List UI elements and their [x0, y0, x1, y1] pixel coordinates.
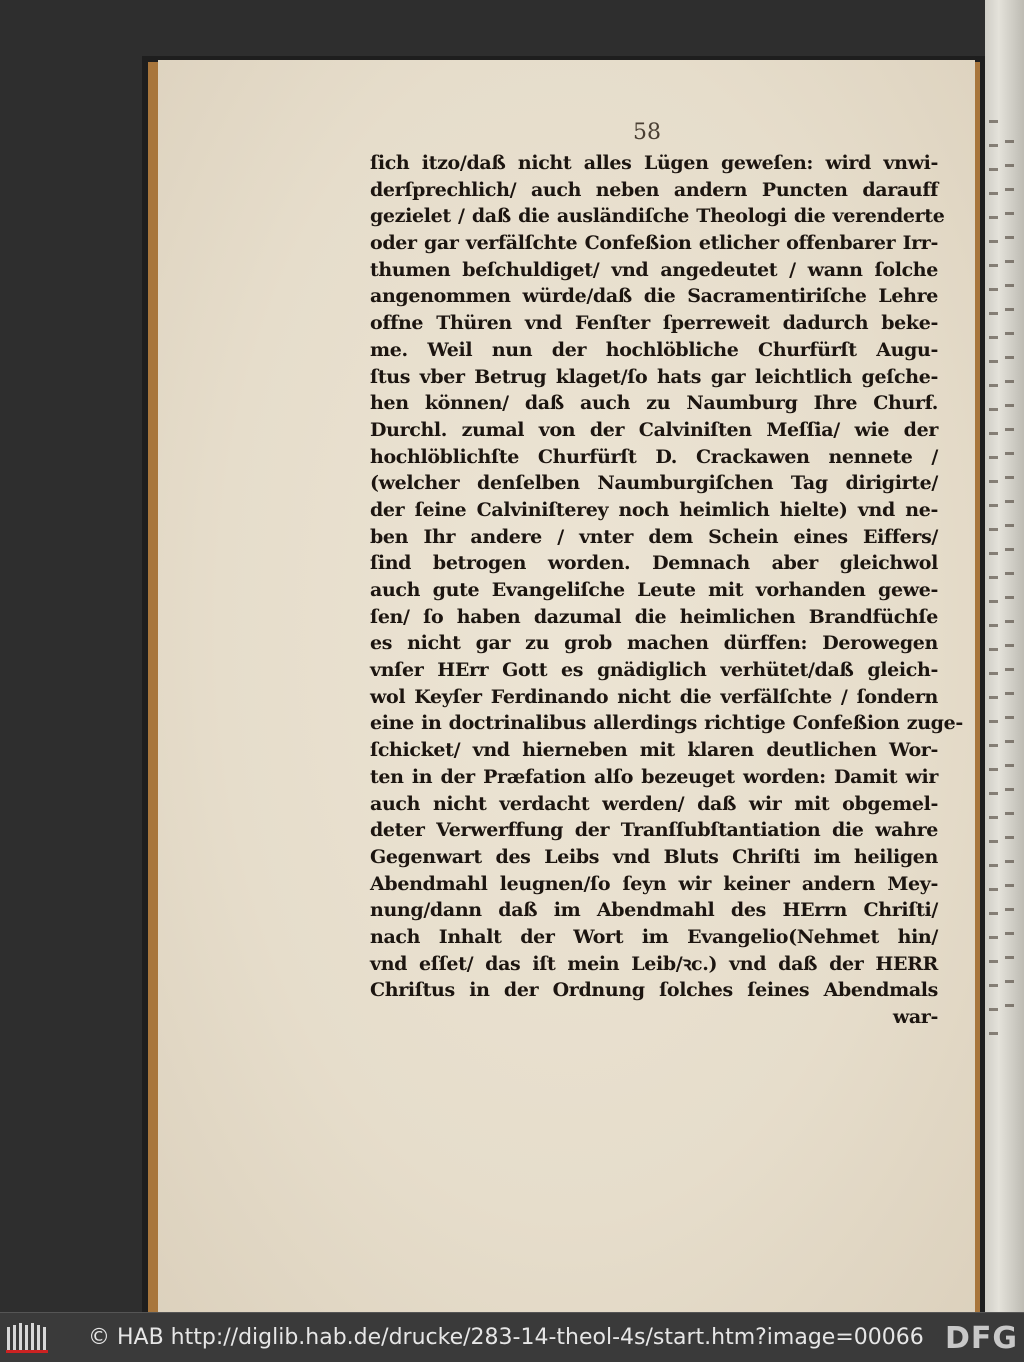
text-line: oder gar verfälſchte Confeßion etlicher offenbarer Irr- — [370, 232, 938, 255]
text-line: derſprechlich/ auch neben andern Puncten darauff — [370, 178, 938, 201]
text-line: eine in doctrinalibus allerdings richtige Confeßion zuge- — [370, 712, 963, 735]
body-text — [370, 150, 963, 1031]
text-line: hochlöblichſte Churfürſt D. Crackawen nennete / — [370, 445, 938, 468]
page-number: 58 — [633, 120, 661, 145]
text-line: nung/dann daß im Abendmahl des HErrn Chriſti/ — [370, 899, 938, 922]
text-line: ſind betrogen worden. Demnach aber gleichwol — [370, 552, 938, 575]
text-line: gezielet / daß die ausländiſche Theologi die verenderte — [370, 205, 945, 228]
text-line: es nicht gar zu grob machen dürffen: Derowegen — [370, 632, 938, 655]
adjacent-page — [985, 0, 1024, 1312]
text-line: auch gute Evangeliſche Leute mit vorhanden gewe- — [370, 579, 938, 601]
book-page — [158, 60, 975, 1312]
text-line: ſen/ ſo haben dazumal die heimlichen Brandfüchſe — [370, 605, 938, 628]
text-line: offne Thüren vnd Fenſter ſperreweit dadurch beke- — [370, 312, 938, 335]
text-line: wol Keyſer Ferdinando nicht die verfälſchte / ſondern — [370, 685, 938, 708]
text-line: me. Weil nun der hochlöbliche Churfürſt Augu- — [370, 338, 938, 361]
copyright-link[interactable]: © HAB http://diglib.hab.de/drucke/283-14-theol-4s/start.htm?image=00066 — [88, 1325, 924, 1350]
text-line: Chriſtus in der Ordnung ſolches ſeines Abendmals — [370, 979, 938, 1002]
text-line: hen können/ daß auch zu Naumburg Ihre Churf. — [370, 392, 938, 415]
text-line: ben Ihr andere / vnter dem Schein eines Eiffers/ — [370, 525, 938, 548]
text-line: angenommen würde/daß die Sacramentiriſche Lehre — [370, 285, 938, 308]
text-line: ten in der Præfation alſo bezeuget worden: Damit wir — [370, 765, 938, 788]
text-line: ſich itzo/daß nicht alles Lügen geweſen: wird vnwi- — [370, 152, 938, 174]
text-line: Durchl. zumal von der Calviniſten Meſſia/ wie der — [370, 418, 938, 441]
text-line: vnſer HErr Gott es gnädiglich verhütet/daß gleich- — [370, 659, 938, 682]
text-line: nach Inhalt der Wort im Evangelio(Nehmet hin/ — [370, 925, 938, 948]
text-line: deter Verwerffung der Tranſſubſtantiation die wahre — [370, 819, 938, 842]
text-line: Abendmahl leugnen/ſo ſeyn wir keiner andern Mey- — [370, 872, 938, 895]
text-line: der ſeine Calviniſterey noch heimlich hielte) vnd ne- — [370, 498, 938, 521]
text-line: Gegenwart des Leibs vnd Bluts Chriſti im heiligen — [370, 845, 938, 868]
text-line: ſtus vber Betrug klaget/ſo hats gar leichtlich geſche- — [370, 365, 938, 388]
hab-logo-icon — [6, 1323, 50, 1353]
text-line: vnd eſſet/ das iſt mein Leib/ꝛc.) vnd daß der HERR — [370, 952, 938, 975]
adjacent-page-text — [989, 120, 998, 1040]
text-line: ſchicket/ vnd hierneben mit klaren deutlichen Wor- — [370, 739, 938, 762]
text-line: thumen beſchuldiget/ vnd angedeutet / wann ſolche — [370, 258, 938, 281]
adjacent-page-text — [1005, 140, 1014, 1020]
footer-bar — [0, 1312, 1024, 1362]
text-line: (welcher denſelben Naumburgiſchen Tag dirigirte/ — [370, 472, 938, 495]
text-line: auch nicht verdacht werden/ daß wir mit obgemel- — [370, 792, 938, 815]
catchword: war- — [892, 1006, 938, 1028]
dfg-logo-icon: DFG — [944, 1321, 1018, 1356]
